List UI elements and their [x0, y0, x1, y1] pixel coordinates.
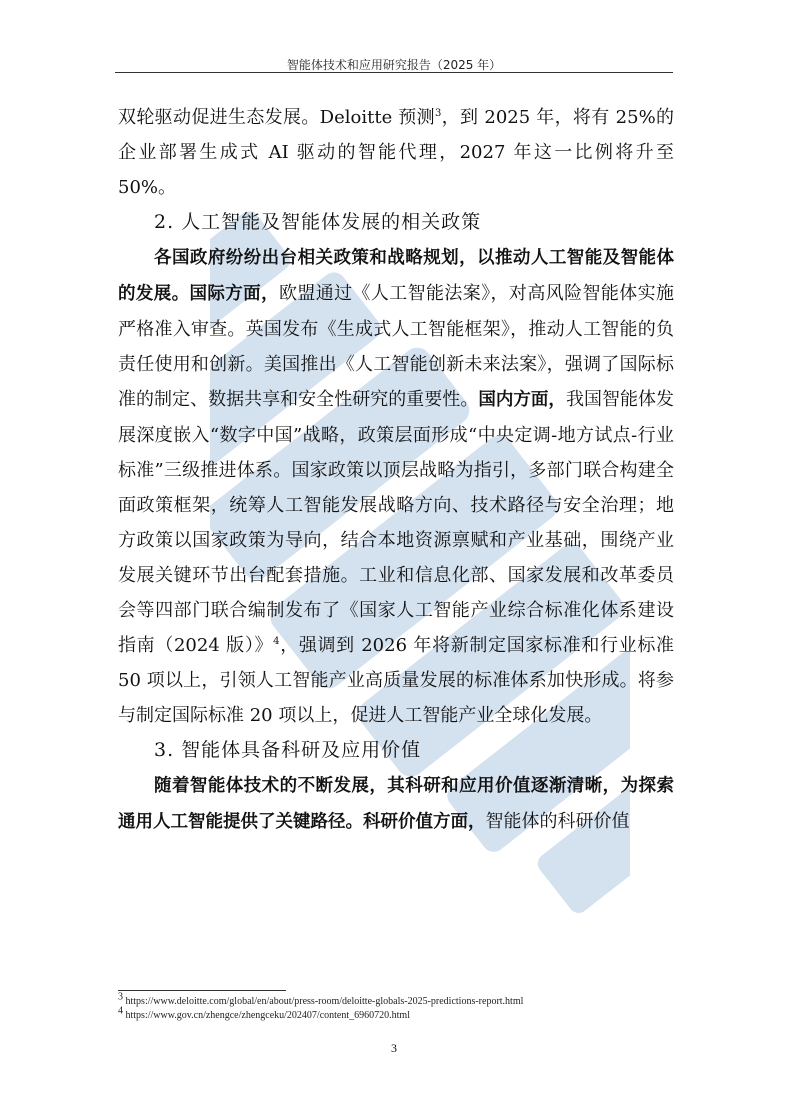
footnote-4: [118, 1005, 678, 1023]
paragraph-2: [118, 240, 674, 733]
paragraph-3-lead: 随着智能体技术的不断发展，其科研和应用价值逐渐清晰，为探索通用人工智能提供了关键路径。科研价值方面，: [118, 776, 674, 832]
footnotes: [118, 991, 678, 1023]
body-text: [118, 100, 674, 840]
running-header: 智能体技术和应用研究报告（2025 年）: [286, 58, 502, 72]
paragraph-2-domestic: 国内方面，: [478, 390, 566, 410]
paragraph-3-text-a: 智能体的科研价值: [485, 811, 630, 832]
section-heading-3: 3. 智能体具备科研及应用价值: [154, 739, 422, 761]
footnote-number: 3: [118, 991, 123, 1003]
paragraph-1: [118, 100, 674, 205]
footnote-url[interactable]: https://www.gov.cn/zhengce/zhengceku/202407/content_6960720.html: [125, 1010, 410, 1021]
paragraph-2-lead: 各国政府纷纷出台相关政策和战略规划，以推动人工智能及智能体的发展。国际方面，: [118, 248, 674, 304]
footnote-rule: [118, 990, 286, 991]
footnote-3: [118, 991, 678, 1009]
footnote-ref-4[interactable]: 4: [273, 636, 280, 647]
footnote-ref-3[interactable]: 3: [434, 108, 442, 119]
section-heading-2: 2. 人工智能及智能体发展的相关政策: [154, 211, 482, 233]
footnote-url[interactable]: https://www.deloitte.com/global/en/about/press-room/deloitte-globals-2025-predictions-report.html: [125, 996, 524, 1007]
page-number: 3: [391, 1041, 397, 1055]
paragraph-2-text-a: 欧盟通过《人工智能法案》，对高风险智能体实施严格准入审查。英国发布《生成式人工智能框架》，推动人工智能的负责任使用和创新。美国推出《人工智能创新未来法案》，强调了国际标准的制定、数据共享和安全性研究的重要性。: [118, 283, 675, 410]
footnote-number: 4: [118, 1005, 123, 1017]
paragraph-2-text-b: 我国智能体发展深度嵌入“数字中国”战略，政策层面形成“中央定调-地方试点-行业标准”三级推进体系。国家政策以顶层战略为指引，多部门联合构建全面政策框架，统筹人工智能发展战略方向、技术路径与安全治理；地方政策以国家政策为导向，结合本地资源禀赋和产业基础，围绕产业发展关键环节出台配套措施。工业和信息化部、国家发展和改革委员会等四部门联合编制发布了《国家人工智能产业综合标准化体系建设指南（2024 版）》: [118, 389, 675, 656]
header-rule: [115, 72, 673, 73]
paragraph-1-text-a: 双轮驱动促进生态发展。Deloitte 预测: [118, 107, 435, 128]
paragraph-2-text-c: ，强调到 2026 年将新制定国家标准和行业标准 50 项以上，引领人工智能产业高质量发展的标准体系加快形成。将参与制定国际标准 20 项以上，促进人工智能产业全球化发展。: [118, 635, 674, 726]
paragraph-3: [118, 768, 674, 840]
paragraph-1-text-b: ，到 2025 年，将有 25%的企业部署生成式 AI 驱动的智能代理，2027 年这一比例将升至 50%。: [118, 107, 675, 198]
